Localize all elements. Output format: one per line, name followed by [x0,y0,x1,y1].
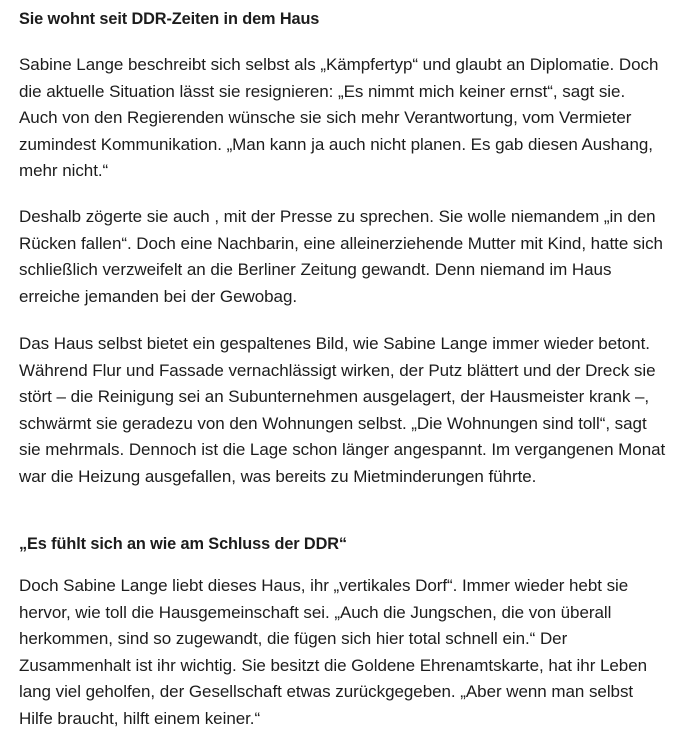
text-line: herkommen, sind so zugewandt, die fügen sich hier total schnell ein.“ Der [19,629,568,649]
text-line: die aktuelle Situation lässt sie resignieren: „Es nimmt mich keiner ernst“, sagt sie. [19,81,626,101]
text-line: hervor, wie toll die Hausgemeinschaft sei. „Auch die Jungschen, die von überall [19,602,612,622]
text-line: Deshalb zögerte sie auch , mit der Presse zu sprechen. Sie wolle niemandem „in den [19,207,656,226]
text-line: Während Flur und Fassade vernachlässigt wirken, der Putz blättert und der Dreck sie [19,360,656,380]
text-line: Doch Sabine Lange liebt dieses Haus, ihr „vertikales Dorf“. Immer wieder hebt sie [19,576,629,595]
text-line: Zusammenhalt ist ihr wichtig. Sie besitzt die Goldene Ehrenamtskarte, hat ihr Leben [19,655,647,675]
section-heading-ddr-zeiten: Sie wohnt seit DDR-Zeiten in dem Haus [19,10,320,28]
text-line: Rücken fallen“. Doch eine Nachbarin, eine alleinerziehende Mutter mit Kind, hatte sich [19,233,663,253]
paragraph-vertikales-dorf [19,573,687,733]
text-line: erreiche jemanden bei der Gewobag. [19,286,298,306]
text-line: lang viel geholfen, der Gesellschaft etwas zurückgegeben. „Aber wenn man selbst [19,682,634,702]
text-line: Auch von den Regierenden wünsche sie sich mehr Verantwortung, vom Vermieter [19,108,632,128]
text-line: sie mehrmals. Dennoch ist die Lage schon länger angespannt. Im vergangenen Monat [19,440,666,460]
section-heading-schluss-der-ddr: „Es fühlt sich an wie am Schluss der DDR“ [19,535,347,553]
paragraph-presse [19,204,687,310]
text-line: war die Heizung ausgefallen, was bereits zu Mietminderungen führte. [19,466,537,486]
text-line: mehr nicht.“ [19,161,109,181]
text-line: Das Haus selbst bietet ein gespaltenes Bild, wie Sabine Lange immer wieder betont. [19,334,650,353]
paragraph-haus-bild [19,331,687,491]
text-line: schließlich verzweifelt an die Berliner Zeitung gewandt. Denn niemand im Haus [19,260,612,280]
text-line: stört – die Reinigung sei an Subunternehmen ausgelagert, der Hausmeister krank –, [19,387,650,407]
text-line: Hilfe braucht, hilft einem keiner.“ [19,708,261,728]
text-line: Sabine Lange beschreibt sich selbst als „Kämpfertyp“ und glaubt an Diplomatie. Doch [19,55,659,74]
paragraph-kaempfertyp [19,52,687,185]
text-line: schwärmt sie geradezu von den Wohnungen selbst. „Die Wohnungen sind toll“, sagt [19,413,647,433]
text-line: zumindest Kommunikation. „Man kann ja auch nicht planen. Es gab diesen Aushang, [19,134,653,154]
